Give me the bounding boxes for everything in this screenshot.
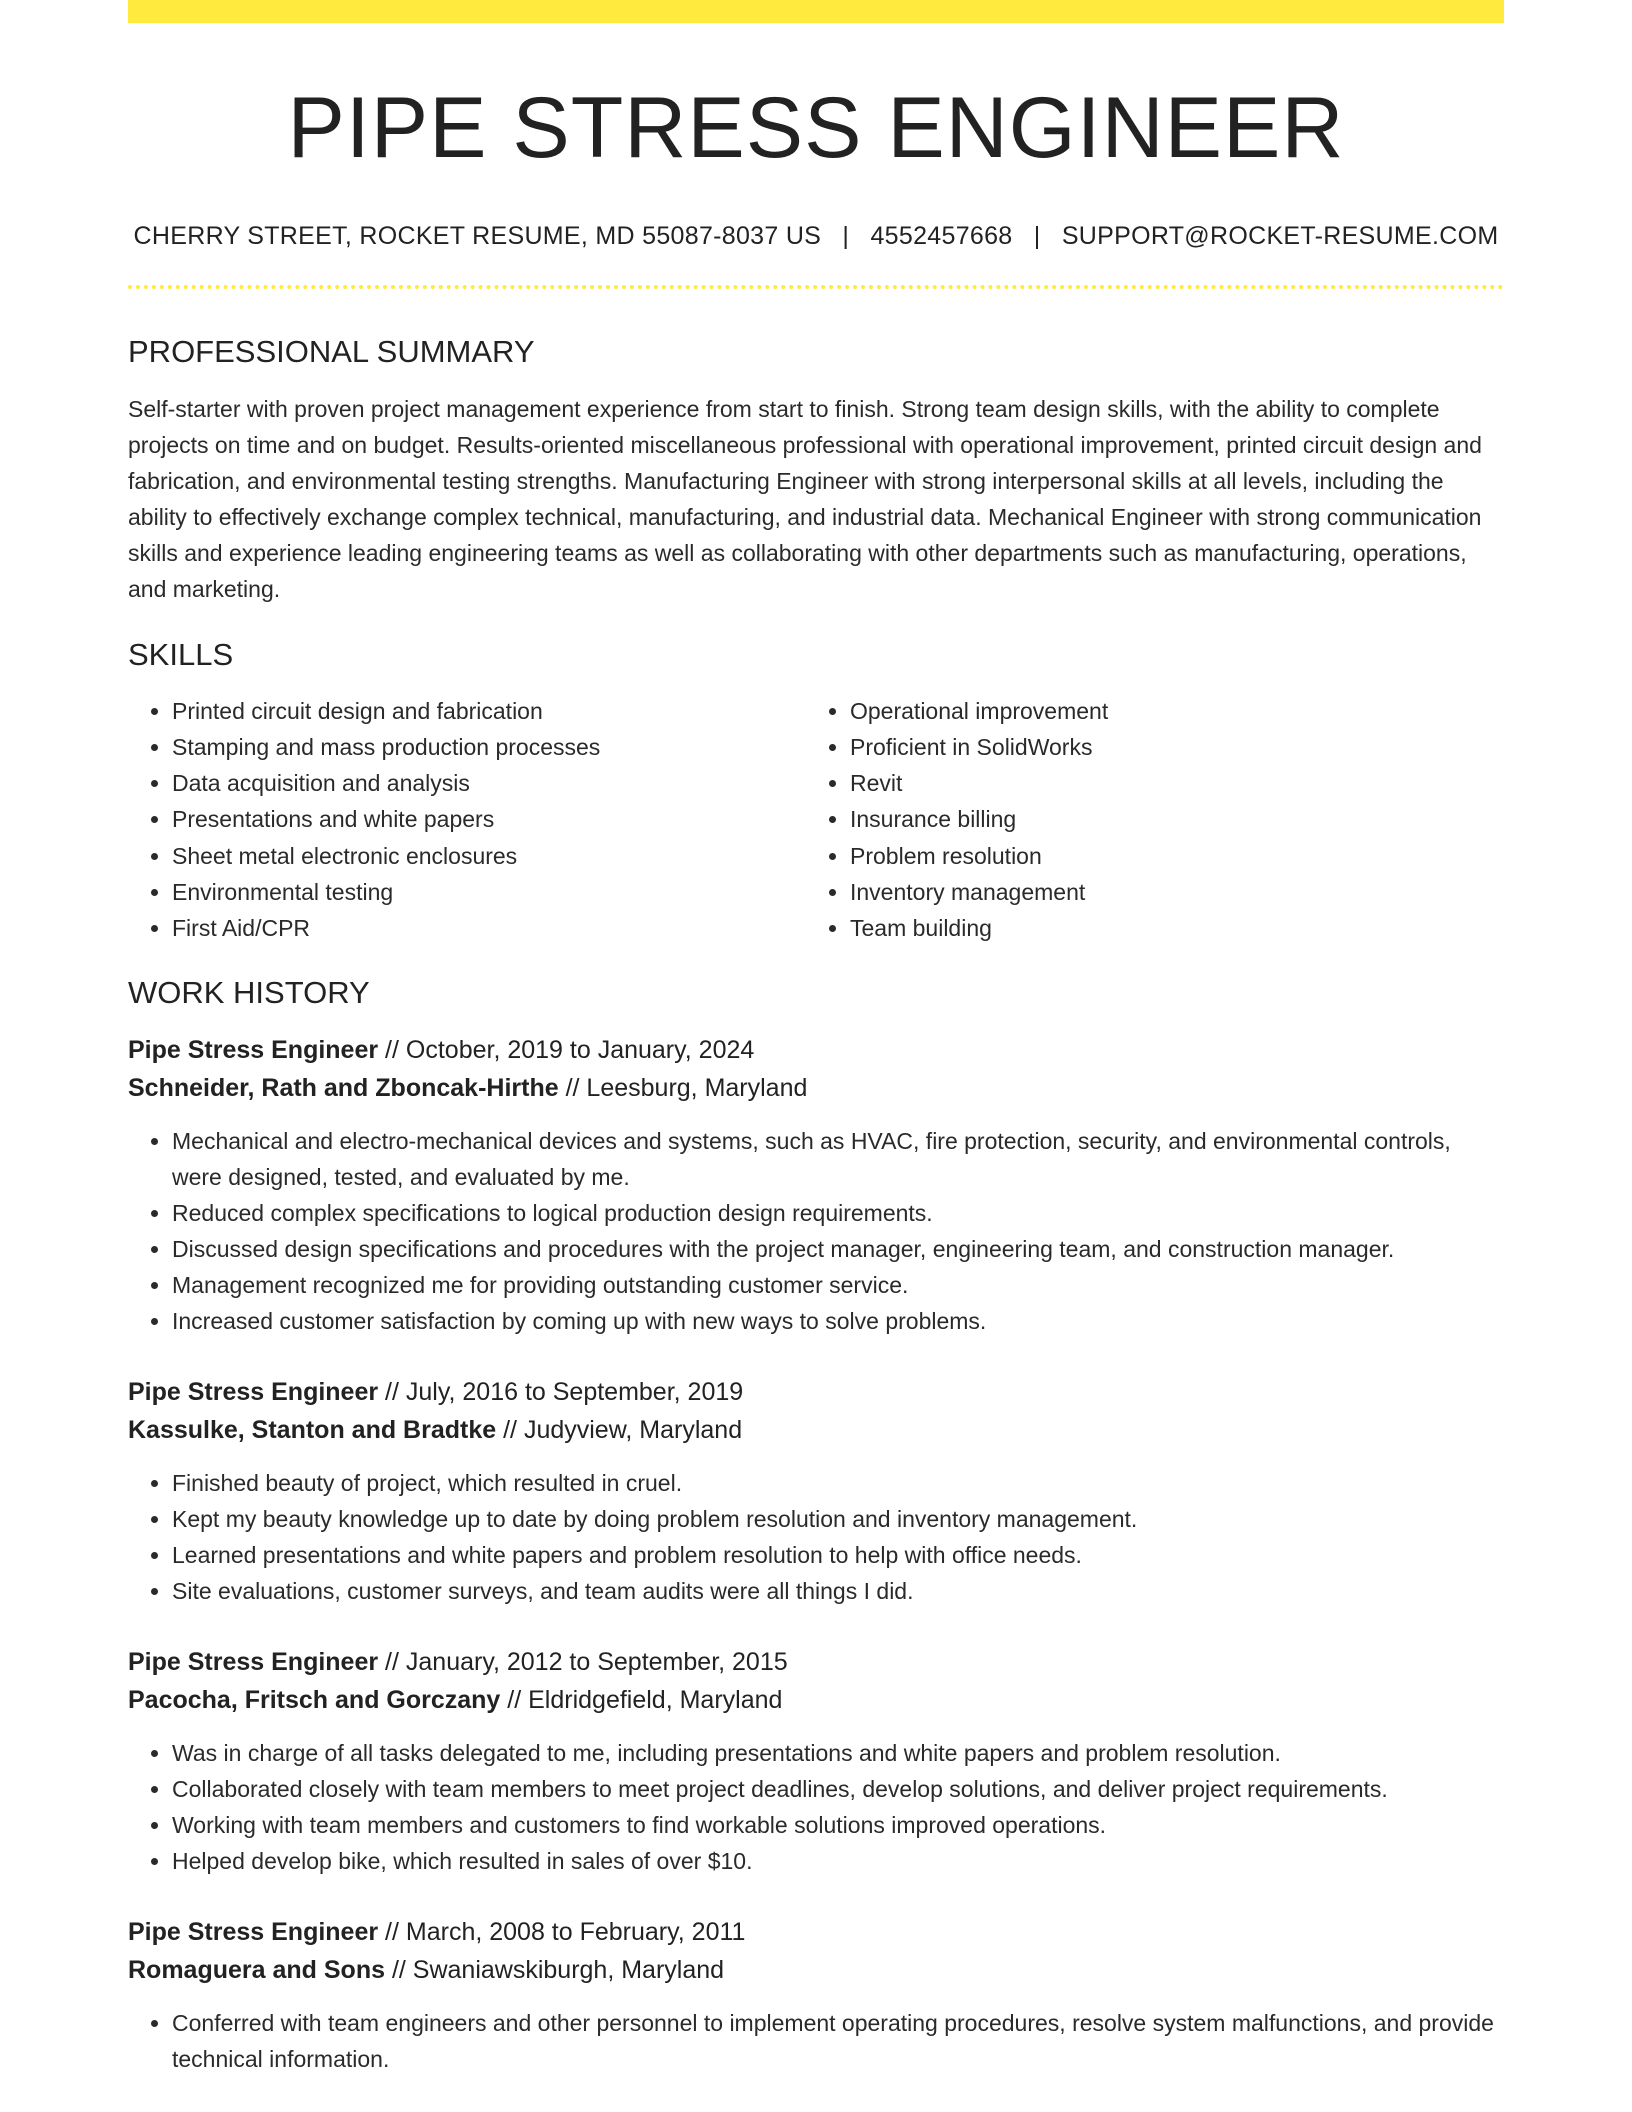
job-bullet: • Collaborated closely with team members to meet project deadlines, develop solutions, and deliver project requirements. — [172, 1771, 1504, 1807]
job-bullet: • Finished beauty of project, which resulted in cruel. — [172, 1465, 1504, 1501]
skill-item: • Inventory management — [850, 874, 1450, 910]
job-location: // Leesburg, Maryland — [558, 1073, 808, 1102]
job-bullets — [128, 2005, 1504, 2077]
skill-item: • Revit — [850, 765, 1450, 801]
job-title-line — [128, 1913, 1504, 1951]
job-bullet: • Was in charge of all tasks delegated to me, including presentations and white papers and problem resolution. — [172, 1735, 1504, 1771]
resume-page — [128, 0, 1504, 2077]
skill-item: • Team building — [850, 910, 1450, 946]
job-title: Pipe Stress Engineer — [128, 1647, 379, 1676]
job-bullet: • Management recognized me for providing outstanding customer service. — [172, 1267, 1504, 1303]
job-entry — [128, 1643, 1504, 1879]
job-bullet: • Reduced complex specifications to logical production design requirements. — [172, 1195, 1504, 1231]
job-dates: // March, 2008 to February, 2011 — [378, 1917, 746, 1946]
job-bullet: • Working with team members and customers to find workable solutions improved operations. — [172, 1807, 1504, 1843]
skill-item: • Stamping and mass production processes — [172, 729, 806, 765]
job-bullets — [128, 1735, 1504, 1879]
job-bullets — [128, 1465, 1504, 1609]
skills-list — [128, 693, 1504, 947]
job-bullet: • Learned presentations and white papers and problem resolution to help with office needs. — [172, 1537, 1504, 1573]
job-location: // Eldridgefield, Maryland — [500, 1685, 783, 1714]
contact-email: SUPPORT@ROCKET-RESUME.COM — [1061, 221, 1499, 250]
job-bullet: • Helped develop bike, which resulted in sales of over $10. — [172, 1843, 1504, 1879]
skills-column-left — [128, 693, 806, 947]
skill-item: • Presentations and white papers — [172, 801, 806, 837]
job-title: Pipe Stress Engineer — [128, 1035, 379, 1064]
skills-heading: SKILLS — [128, 636, 234, 672]
job-company: Schneider, Rath and Zboncak-Hirthe — [128, 1073, 559, 1102]
job-entry — [128, 1031, 1504, 1339]
job-bullet: • Mechanical and electro-mechanical devices and systems, such as HVAC, fire protection, security, and environmental controls, were designed, tested, and evaluated by me. — [172, 1123, 1504, 1195]
job-company-line — [128, 1411, 1504, 1449]
job-company-line — [128, 1069, 1504, 1107]
summary-text: Self-starter with proven project management experience from start to finish. Strong team design skills, with the ability to complete projects on time and on budget. Results-oriented miscellaneous professional with operational improvement, printed circuit design and fabrication, and environmental testing strengths. Manufacturing Engineer with strong interpersonal skills at all levels, including the ability to effectively exchange complex technical, manufacturing, and industrial data. Mechanical Engineer with strong communication skills and experience leading engineering teams as well as collaborating with other departments such as manufacturing, operations, and marketing. — [128, 395, 1482, 602]
job-company: Romaguera and Sons — [128, 1955, 385, 1984]
job-title-line — [128, 1643, 1504, 1681]
dotted-divider — [128, 285, 1504, 289]
skill-item: • First Aid/CPR — [172, 910, 806, 946]
job-bullets — [128, 1123, 1504, 1339]
skills-column-right — [806, 693, 1450, 947]
skill-item: • Insurance billing — [850, 801, 1450, 837]
skill-item: • Environmental testing — [172, 874, 806, 910]
skill-item: • Operational improvement — [850, 693, 1450, 729]
job-company: Kassulke, Stanton and Bradtke — [128, 1415, 497, 1444]
job-entry — [128, 1373, 1504, 1609]
job-dates: // October, 2019 to January, 2024 — [378, 1035, 755, 1064]
skill-item: • Proficient in SolidWorks — [850, 729, 1450, 765]
job-bullet: • Site evaluations, customer surveys, and team audits were all things I did. — [172, 1573, 1504, 1609]
work-history-heading: WORK HISTORY — [128, 974, 370, 1010]
contact-line — [128, 222, 1504, 251]
job-bullet: • Increased customer satisfaction by coming up with new ways to solve problems. — [172, 1303, 1504, 1339]
contact-phone: 4552457668 — [870, 221, 1013, 250]
job-title-line — [128, 1031, 1504, 1069]
job-location: // Judyview, Maryland — [496, 1415, 743, 1444]
contact-separator: | — [1033, 221, 1041, 250]
job-dates: // July, 2016 to September, 2019 — [378, 1377, 744, 1406]
summary-heading: PROFESSIONAL SUMMARY — [128, 333, 535, 369]
accent-bar — [128, 0, 1504, 23]
job-bullet: • Discussed design specifications and procedures with the project manager, engineering team, and construction manager. — [172, 1231, 1504, 1267]
job-location: // Swaniawskiburgh, Maryland — [385, 1955, 725, 1984]
job-company-line — [128, 1951, 1504, 1989]
contact-separator: | — [842, 221, 850, 250]
job-bullet: • Kept my beauty knowledge up to date by doing problem resolution and inventory management. — [172, 1501, 1504, 1537]
job-title: Pipe Stress Engineer — [128, 1377, 379, 1406]
skill-item: • Data acquisition and analysis — [172, 765, 806, 801]
job-title-line — [128, 1373, 1504, 1411]
skill-item: • Printed circuit design and fabrication — [172, 693, 806, 729]
skill-item: • Sheet metal electronic enclosures — [172, 838, 806, 874]
candidate-name: PIPE STRESS ENGINEER — [287, 80, 1345, 176]
job-entry — [128, 1913, 1504, 2077]
job-title: Pipe Stress Engineer — [128, 1917, 379, 1946]
job-dates: // January, 2012 to September, 2015 — [378, 1647, 788, 1676]
skill-item: • Problem resolution — [850, 838, 1450, 874]
contact-address: CHERRY STREET, ROCKET RESUME, MD 55087-8037 US — [133, 221, 822, 250]
job-company-line — [128, 1681, 1504, 1719]
job-company: Pacocha, Fritsch and Gorczany — [128, 1685, 501, 1714]
job-bullet: • Conferred with team engineers and other personnel to implement operating procedures, resolve system malfunctions, and provide technical information. — [172, 2005, 1504, 2077]
